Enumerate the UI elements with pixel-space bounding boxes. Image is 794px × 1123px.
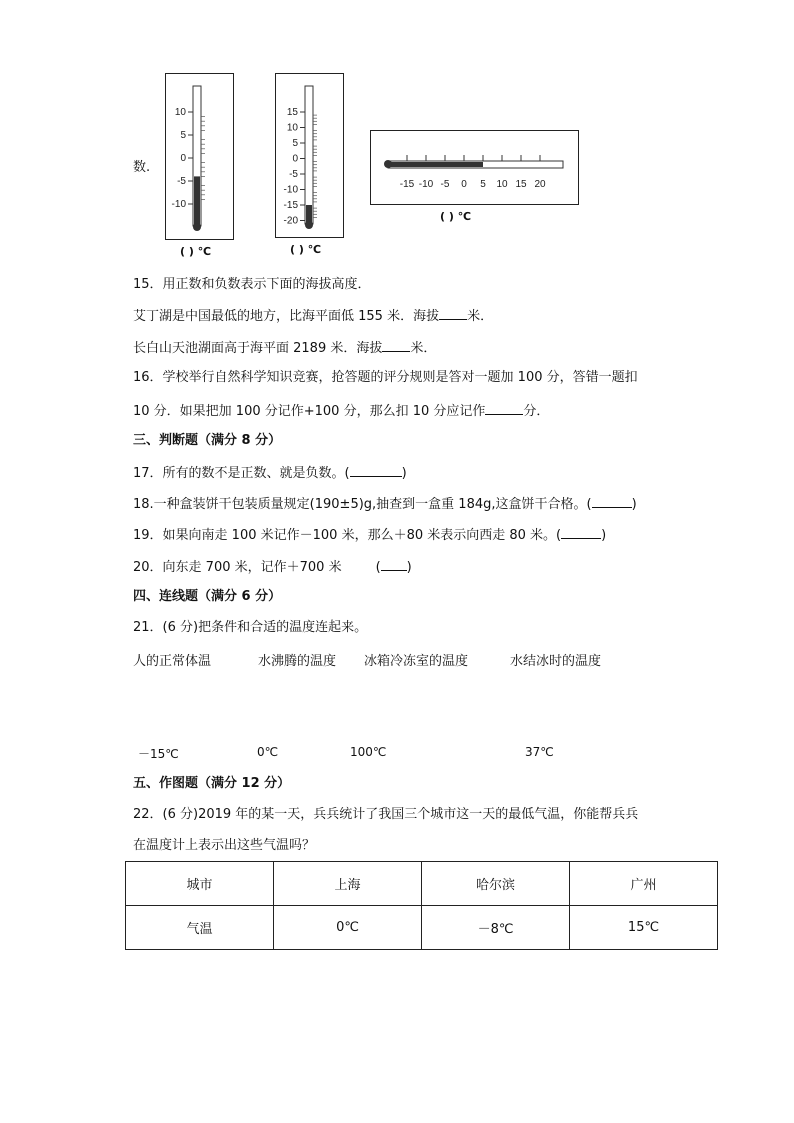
temp-option-100[interactable]: 100℃ [350,745,387,759]
q20-blank[interactable] [381,557,407,571]
q19-text: 19．如果向南走 100 米记作－100 米，那么＋80 米表示向西走 80 米。( [133,528,562,543]
q18 [133,494,637,514]
tick-label: 5 [292,138,298,149]
thermometer-2 [275,73,344,238]
q18-close: ) [631,497,637,512]
q17 [133,463,407,483]
tick-label: 0 [180,153,186,164]
q15-prompt: 15．用正数和负数表示下面的海拔高度． [133,277,371,292]
tick-label: 10 [174,107,186,118]
q17-close: ) [401,466,407,481]
tick-label: -20 [283,215,298,227]
tick-label: 10 [496,179,508,190]
thermometer-2-answer[interactable]: ( ) ℃ [290,243,322,256]
condition-freezer[interactable]: 冰箱冷冻室的温度 [364,654,469,669]
q18-blank[interactable] [592,494,632,508]
tick-label: -10 [418,179,434,190]
tick-label: -10 [171,199,186,210]
q15-blank-2[interactable] [382,338,410,352]
temperature-table [125,861,718,950]
thermometer-2-bulb [305,221,313,229]
condition-body-temp[interactable]: 人的正常体温 [133,654,212,669]
table-cell: 哈尔滨 [422,862,570,906]
tick-label: 0 [461,179,467,190]
thermometer-3-bulb [384,160,392,168]
q16-line2-unit: 分． [523,404,550,419]
q17-blank[interactable] [350,463,402,477]
tick-label: -5 [440,179,450,190]
q15-line1 [133,306,493,326]
q14-intro: 数. [133,160,151,175]
section-3-title: 三、判断题（满分 8 分） [133,433,282,448]
tick-label: -15 [283,200,298,211]
q15-line2-text: 长白山天池湖面高于海平面 2189 米．海拔 [133,341,383,356]
table-cell: 气温 [126,906,274,950]
thermometer-2-tube [305,86,313,224]
q15-line1-unit: 米． [467,309,494,324]
thermometer-3-liquid [388,162,483,167]
thermometer-1 [165,73,234,240]
thermometer-3-answer[interactable]: ( ) ℃ [440,210,472,223]
table-cell: 0℃ [274,906,422,950]
tick-label: 5 [180,130,186,141]
q19-blank[interactable] [561,525,601,539]
q20 [133,557,412,577]
tick-label: 10 [286,122,298,134]
q21-prompt: 21．(6 分)把条件和合适的温度连起来。 [133,620,368,635]
q20-close: ) [406,560,412,575]
temp-option-minus15[interactable]: －15℃ [138,747,179,761]
table-cell: 15℃ [570,906,718,950]
thermometer-1-liquid [194,176,200,226]
q16-line2 [133,401,549,421]
temp-option-0[interactable]: 0℃ [257,745,279,759]
table-row [126,906,718,950]
tick-label: -5 [177,176,186,187]
q19 [133,525,606,545]
tick-label: 20 [534,179,546,190]
thermometer-1-answer[interactable]: ( ) ℃ [180,245,212,258]
q16-line1: 16．学校举行自然科学知识竞赛，抢答题的评分规则是答对一题加 100 分，答错一题扣 [133,370,638,385]
thermometer-2-svg [276,74,343,237]
q15-blank-1[interactable] [439,306,467,320]
condition-freezing[interactable]: 水结冰时的温度 [510,654,602,669]
tick-label: -5 [289,169,298,180]
thermometer-3-svg [371,131,578,204]
q20-open: ( [375,560,381,575]
q22-line2: 在温度计上表示出这些气温吗？ [133,838,316,853]
tick-label: -15 [399,179,415,190]
tick-label: 15 [515,179,527,190]
table-cell: 广州 [570,862,718,906]
q22-line1: 22．(6 分)2019 年的某一天，兵兵统计了我国三个城市这一天的最低气温，你能帮兵兵 [133,807,639,822]
thermometer-1-svg [166,74,233,239]
q18-text: 18.一种盒装饼干包装质量规定(190±5)g,抽查到一盒重 184g,这盒饼干合格。( [133,497,592,512]
tick-label: 15 [286,107,298,118]
thermometer-1-bulb [193,223,201,231]
section-5-title: 五、作图题（满分 12 分） [133,776,291,791]
table-header-row [126,862,718,906]
table-cell: －8℃ [422,906,570,950]
q16-blank[interactable] [485,401,523,415]
table-cell: 城市 [126,862,274,906]
thermometer-3 [370,130,579,205]
tick-label: 0 [292,153,298,165]
q15-line2 [133,338,436,358]
q15-line2-unit: 米． [410,341,437,356]
q15-line1-text: 艾丁湖是中国最低的地方，比海平面低 155 米．海拔 [133,309,440,324]
q16-line2-text: 10 分．如果把加 100 分记作+100 分，那么扣 10 分应记作 [133,404,486,419]
tick-label: 5 [480,179,486,190]
q17-text: 17．所有的数不是正数、就是负数。( [133,466,350,481]
temp-option-37[interactable]: 37℃ [525,745,554,759]
table-cell: 上海 [274,862,422,906]
q19-close: ) [601,528,607,543]
tick-label: -10 [283,184,298,196]
q20-text: 20．向东走 700 米，记作＋700 米 [133,560,342,575]
condition-boiling[interactable]: 水沸腾的温度 [258,654,337,669]
section-4-title: 四、连线题（满分 6 分） [133,589,282,604]
